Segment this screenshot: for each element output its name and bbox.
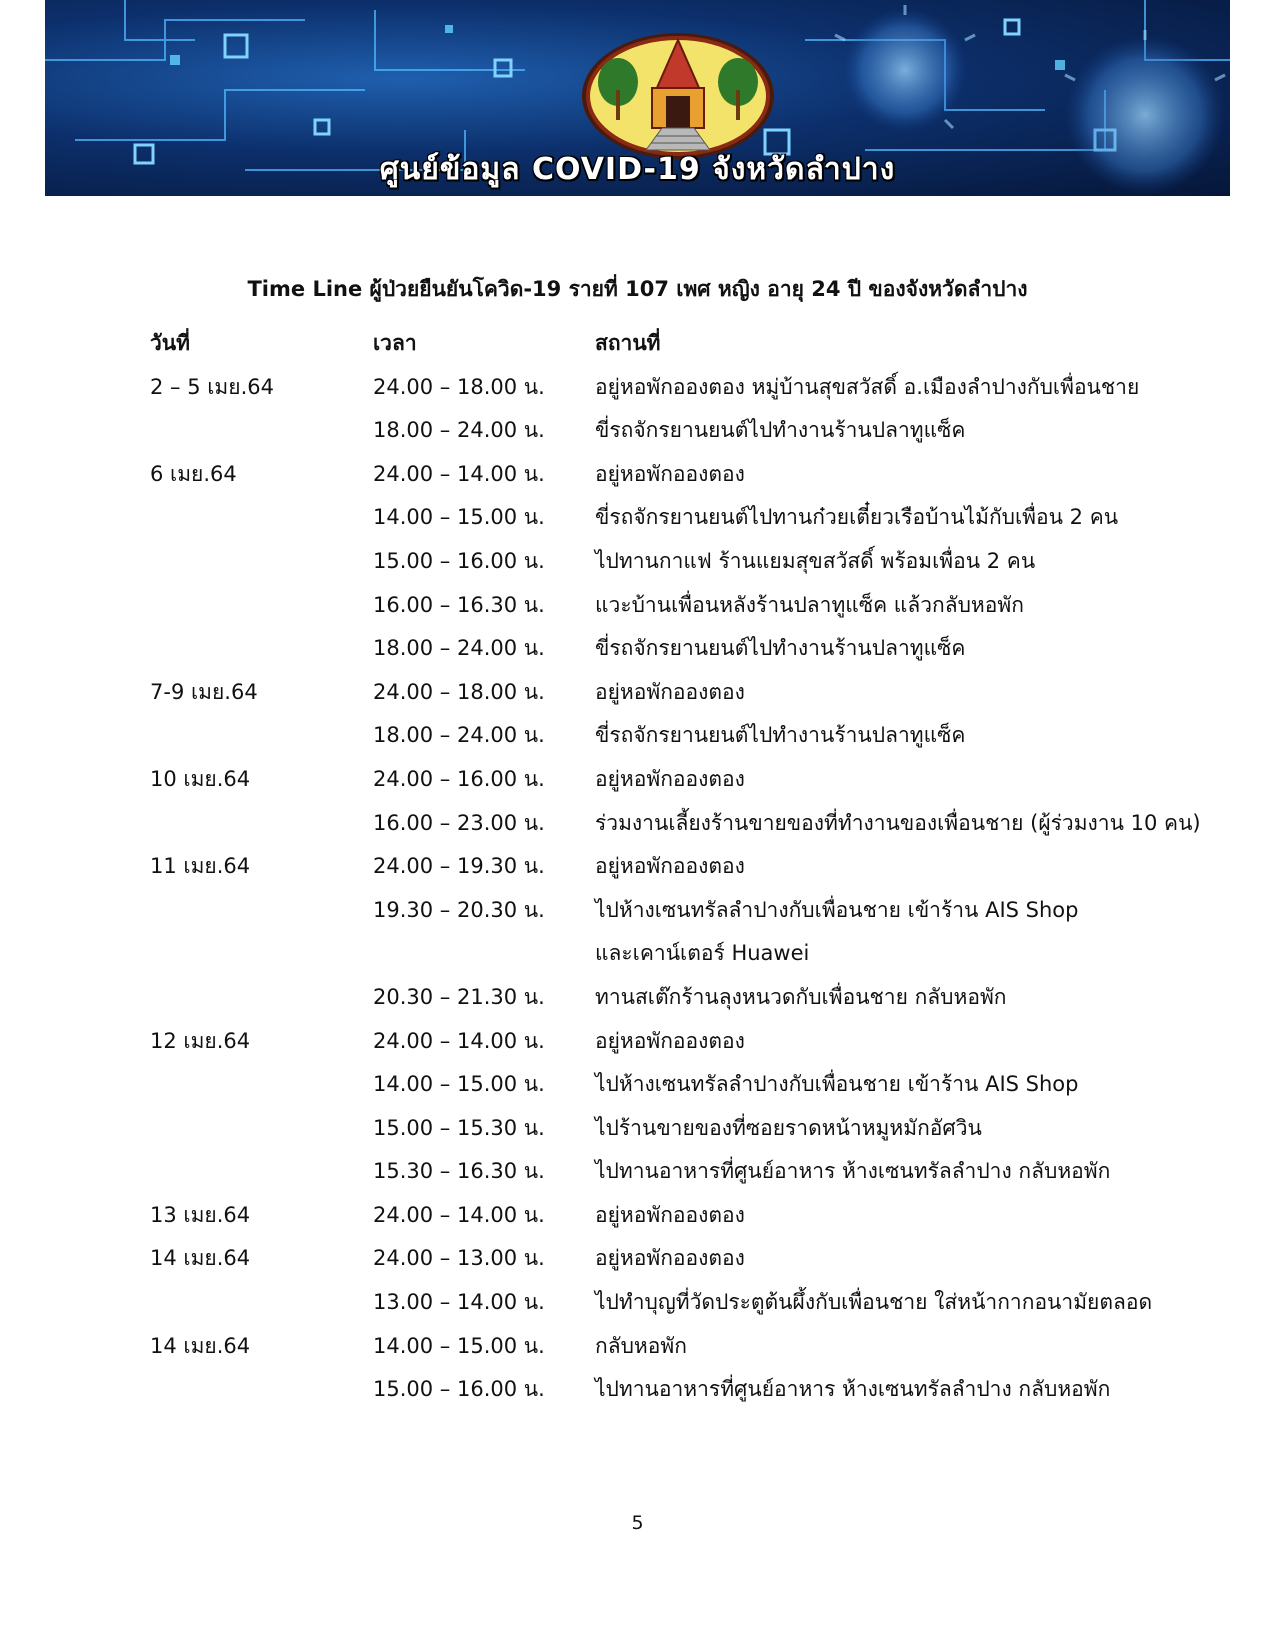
table-row: [150, 627, 1230, 671]
row-place: อยู่หอพักอองตอง: [595, 1202, 745, 1227]
row-place: อยู่หอพักอองตอง: [595, 854, 745, 879]
table-row: [150, 584, 1230, 628]
row-time: 24.00 – 19.30 น.: [373, 854, 545, 879]
row-place: แวะบ้านเพื่อนหลังร้านปลาทูแซ็ค แล้วกลับหอพัก: [595, 592, 1024, 617]
table-row: [150, 976, 1230, 1020]
table-row: [150, 409, 1230, 453]
row-place: ไปทานอาหารที่ศูนย์อาหาร ห้างเซนทรัลลำปาง กลับหอพัก: [595, 1159, 1111, 1184]
row-place: ร่วมงานเลี้ยงร้านขายของที่ทำงานของเพื่อนชาย (ผู้ร่วมงาน 10 คน): [595, 810, 1201, 835]
row-time: 15.00 – 16.00 น.: [373, 548, 545, 573]
table-row: [150, 889, 1230, 933]
row-time: 14.00 – 15.00 น.: [373, 1072, 545, 1097]
row-place: ขี่รถจักรยานยนต์ไปทำงานร้านปลาทูแซ็ค: [595, 636, 966, 661]
timeline-table: [150, 322, 1230, 1412]
table-row: [150, 1194, 1230, 1238]
row-place: ขี่รถจักรยานยนต์ไปทานก๋วยเตี๋ยวเรือบ้านไม้กับเพื่อน 2 คน: [595, 505, 1119, 530]
table-row: [150, 366, 1230, 410]
table-header: [150, 322, 1230, 366]
row-place: ไปทานกาแฟ ร้านแยมสุขสวัสดิ์ พร้อมเพื่อน 2 คน: [595, 548, 1036, 573]
header-date: วันที่: [150, 331, 190, 355]
row-place: ไปห้างเซนทรัลลำปางกับเพื่อนชาย เข้าร้าน AIS Shop: [595, 1072, 1079, 1097]
table-row: [150, 714, 1230, 758]
row-date: 13 เมย.64: [150, 1202, 251, 1227]
row-time: 24.00 – 16.00 น.: [373, 766, 545, 791]
row-time: 24.00 – 18.00 น.: [373, 679, 545, 704]
row-place: อยู่หอพักอองตอง: [595, 679, 745, 704]
row-time: 20.30 – 21.30 น.: [373, 984, 545, 1009]
table-row: [150, 1150, 1230, 1194]
row-date: 11 เมย.64: [150, 854, 251, 879]
row-date: 14 เมย.64: [150, 1333, 251, 1358]
row-place: และเคาน์เตอร์ Huawei: [595, 941, 810, 966]
row-date: 2 – 5 เมย.64: [150, 374, 274, 399]
row-place: ไปร้านขายของที่ซอยราดหน้าหมูหมักอัศวิน: [595, 1115, 982, 1140]
row-place: กลับหอพัก: [595, 1333, 687, 1358]
row-time: 24.00 – 18.00 น.: [373, 374, 545, 399]
table-row: [150, 1063, 1230, 1107]
table-row: [150, 802, 1230, 846]
table-row: [150, 496, 1230, 540]
header-place: สถานที่: [595, 331, 661, 355]
table-row: [150, 845, 1230, 889]
row-time: 15.30 – 16.30 น.: [373, 1159, 545, 1184]
lampang-province-seal-icon: [578, 30, 778, 162]
table-row: [150, 758, 1230, 802]
row-place: ขี่รถจักรยานยนต์ไปทำงานร้านปลาทูแซ็ค: [595, 723, 966, 748]
row-place: ทานสเต๊กร้านลุงหนวดกับเพื่อนชาย กลับหอพัก: [595, 984, 1007, 1009]
row-place: อยู่หอพักอองตอง หมู่บ้านสุขสวัสดิ์ อ.เมืองลำปางกับเพื่อนชาย: [595, 374, 1140, 399]
row-place: ไปทำบุญที่วัดประตูต้นผึ้งกับเพื่อนชาย ใส่หน้ากากอนามัยตลอด: [595, 1290, 1153, 1315]
row-date: 7-9 เมย.64: [150, 679, 258, 704]
row-time: 13.00 – 14.00 น.: [373, 1290, 545, 1315]
row-place: ขี่รถจักรยานยนต์ไปทำงานร้านปลาทูแซ็ค: [595, 418, 966, 443]
row-place: ไปทานอาหารที่ศูนย์อาหาร ห้างเซนทรัลลำปาง กลับหอพัก: [595, 1377, 1111, 1402]
table-row: [150, 1368, 1230, 1412]
page-number: 5: [631, 1512, 644, 1534]
table-row: [150, 1107, 1230, 1151]
table-row: [150, 932, 1230, 976]
table-row: [150, 1325, 1230, 1369]
row-time: 15.00 – 16.00 น.: [373, 1377, 545, 1402]
virus-illustration: [843, 8, 967, 132]
row-time: 19.30 – 20.30 น.: [373, 897, 545, 922]
row-time: 16.00 – 23.00 น.: [373, 810, 545, 835]
table-row: [150, 1237, 1230, 1281]
row-place: ไปห้างเซนทรัลลำปางกับเพื่อนชาย เข้าร้าน AIS Shop: [595, 897, 1079, 922]
row-time: 24.00 – 13.00 น.: [373, 1246, 545, 1271]
table-row: [150, 1281, 1230, 1325]
row-place: อยู่หอพักอองตอง: [595, 461, 745, 486]
row-place: อยู่หอพักอองตอง: [595, 1246, 745, 1271]
header-banner: [45, 0, 1230, 196]
table-row: [150, 453, 1230, 497]
row-date: 14 เมย.64: [150, 1246, 251, 1271]
row-time: 24.00 – 14.00 น.: [373, 1028, 545, 1053]
row-time: 18.00 – 24.00 น.: [373, 418, 545, 443]
banner-title: ศูนย์ข้อมูล COVID-19 จังหวัดลำปาง: [379, 152, 896, 187]
row-time: 15.00 – 15.30 น.: [373, 1115, 545, 1140]
row-time: 14.00 – 15.00 น.: [373, 505, 545, 530]
table-row: [150, 540, 1230, 584]
row-place: อยู่หอพักอองตอง: [595, 1028, 745, 1053]
header-time: เวลา: [373, 331, 417, 355]
row-time: 18.00 – 24.00 น.: [373, 723, 545, 748]
table-row: [150, 671, 1230, 715]
row-date: 10 เมย.64: [150, 766, 251, 791]
row-time: 24.00 – 14.00 น.: [373, 461, 545, 486]
row-time: 16.00 – 16.30 น.: [373, 592, 545, 617]
row-time: 14.00 – 15.00 น.: [373, 1333, 545, 1358]
row-time: 24.00 – 14.00 น.: [373, 1202, 545, 1227]
row-time: 18.00 – 24.00 น.: [373, 636, 545, 661]
row-place: อยู่หอพักอองตอง: [595, 766, 745, 791]
table-row: [150, 1020, 1230, 1064]
row-date: 6 เมย.64: [150, 461, 237, 486]
document-title: Time Line ผู้ป่วยยืนยันโควิด-19 รายที่ 107 เพศ หญิง อายุ 24 ปี ของจังหวัดลำปาง: [247, 277, 1028, 301]
row-date: 12 เมย.64: [150, 1028, 251, 1053]
